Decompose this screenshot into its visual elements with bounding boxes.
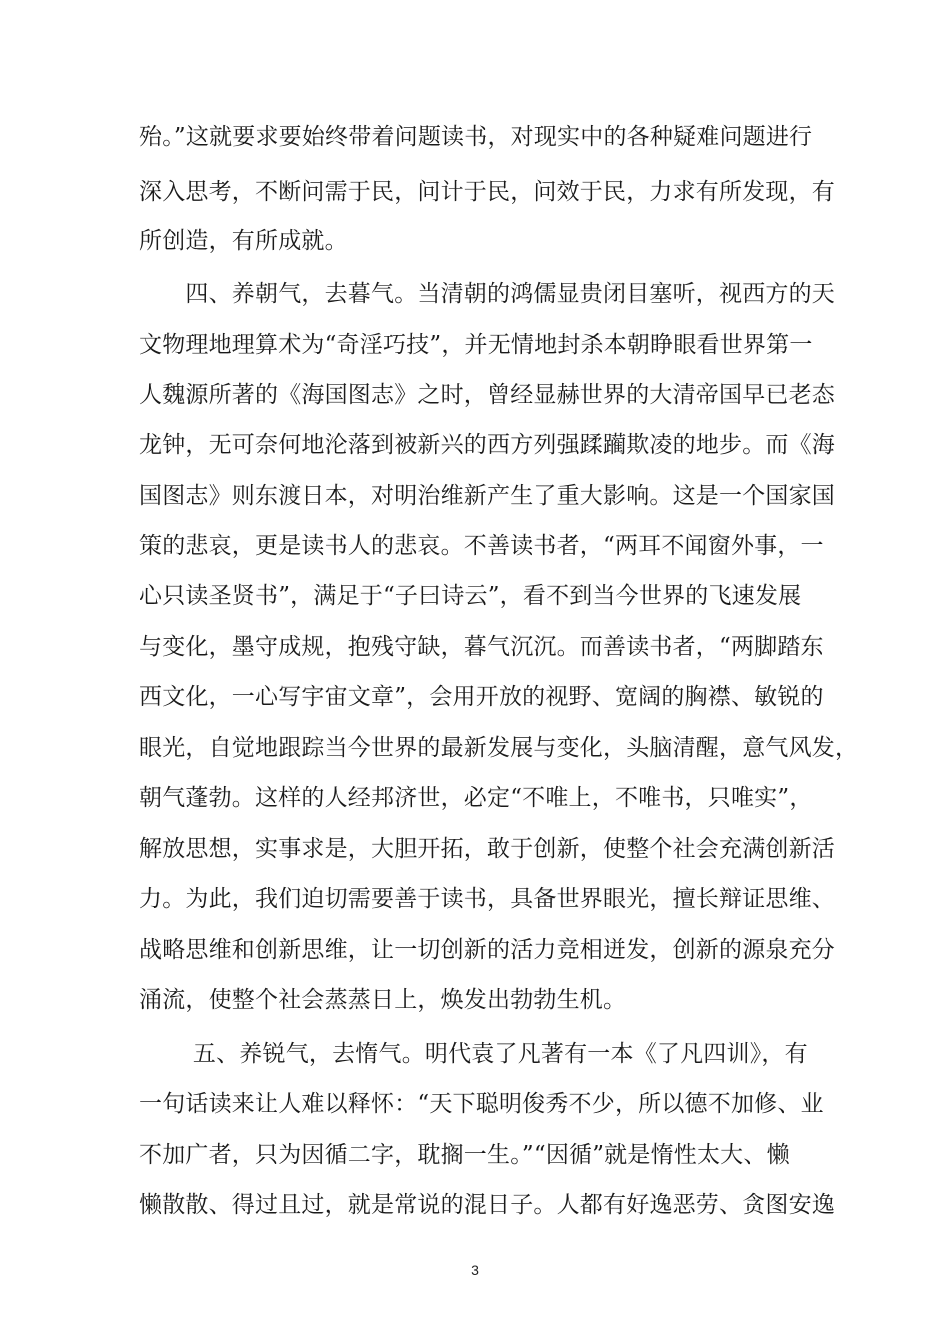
text-line: 朝气蓬勃。这样的人经邦济世，必定“不唯上，不唯书，只唯实”，	[139, 785, 813, 811]
text-line: 眼光，自觉地跟踪当今世界的最新发展与变化，头脑清醒，意气风发，	[139, 735, 859, 761]
text-line: 策的悲哀，更是读书人的悲哀。不善读书者，“两耳不闻窗外事，一	[139, 533, 824, 559]
text-line: 西文化，一心写宇宙文章”，会用开放的视野、宽阔的胸襟、敏锐的	[139, 684, 824, 710]
text-line: 懒散散、得过且过，就是常说的混日子。人都有好逸恶劳、贪图安逸	[139, 1192, 835, 1218]
text-line: 心只读圣贤书”，满足于“子曰诗云”，看不到当今世界的飞速发展	[139, 583, 802, 609]
paragraph-four-start: 四、养朝气，去暮气。当清朝的鸿儒显贵闭目塞听，视西方的天	[139, 281, 835, 307]
text-line: 人魏源所著的《海国图志》之时，曾经显赫世界的大清帝国早已老态	[139, 382, 835, 408]
text-line: 所创造，有所成就。	[139, 228, 348, 254]
text-line: 国图志》则东渡日本，对明治维新产生了重大影响。这是一个国家国	[139, 483, 835, 509]
text-line: 战略思维和创新思维，让一切创新的活力竞相迸发，创新的源泉充分	[139, 937, 835, 963]
text-line: 不加广者，只为因循二字，耽搁一生。”“因循”就是惰性太大、懒	[139, 1142, 790, 1168]
text-line: 深入思考，不断问需于民，问计于民，问效于民，力求有所发现，有	[139, 179, 835, 205]
text-line: 殆。”这就要求要始终带着问题读书，对现实中的各种疑难问题进行	[139, 124, 813, 150]
text-line: 涌流，使整个社会蒸蒸日上，焕发出勃勃生机。	[139, 987, 627, 1013]
text-line: 龙钟，无可奈何地沦落到被新兴的西方列强蹂躏欺凌的地步。而《海	[139, 432, 835, 458]
text-line: 一句话读来让人难以释怀：“天下聪明俊秀不少，所以德不加修、业	[139, 1091, 824, 1117]
text-line: 解放思想，实事求是，大胆开拓，敢于创新，使整个社会充满创新活	[139, 836, 835, 862]
text-line: 力。为此，我们迫切需要善于读书，具备世界眼光，擅长辩证思维、	[139, 886, 835, 912]
text-line: 与变化，墨守成规，抱残守缺，暮气沉沉。而善读书者，“两脚踏东	[139, 634, 824, 660]
paragraph-five-start: 五、养锐气，去惰气。明代袁了凡著有一本《了凡四训》，有	[139, 1041, 808, 1067]
page-number: 3	[471, 1262, 479, 1278]
text-line: 文物理地理算术为“奇淫巧技”，并无情地封杀本朝睁眼看世界第一	[139, 332, 813, 358]
